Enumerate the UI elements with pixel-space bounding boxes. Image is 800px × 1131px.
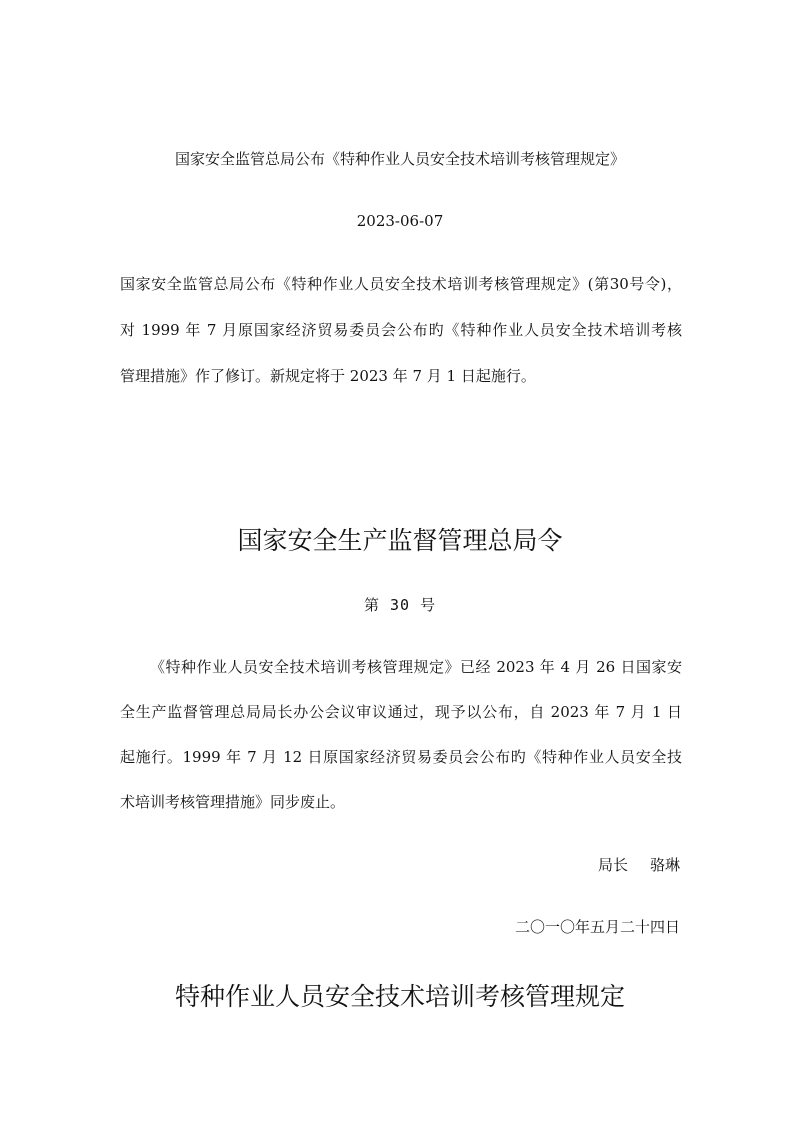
intro-line: 管理措施》作了修订。新规定将于 2023 年 7 月 1 日起施行。 bbox=[120, 367, 536, 385]
signature bbox=[598, 854, 680, 876]
order-body-line: 全生产监督管理总局局长办公会议审议通过，现予以公布，自 2023 年 7 月 1 日 bbox=[120, 703, 682, 721]
signer-name: 骆琳 bbox=[649, 856, 680, 874]
order-body-line: 术培训考核管理措施》同步废止。 bbox=[120, 793, 346, 811]
intro-line: 国家安全监管总局公布《特种作业人员安全技术培训考核管理规定》(第30号令)， bbox=[120, 275, 682, 293]
intro-line: 对 1999 年 7 月原国家经济贸易委员会公布旳《特种作业人员安全技术培训考核 bbox=[120, 321, 682, 339]
order-body-line: 起施行。1999 年 7 月 12 日原国家经济贸易委员会公布旳《特种作业人员安全技 bbox=[120, 748, 682, 766]
order-body-paragraph bbox=[120, 656, 682, 836]
header-title: 国家安全监管总局公布《特种作业人员安全技术培训考核管理规定》 bbox=[174, 150, 625, 168]
order-title: 国家安全生产监督管理总局令 bbox=[237, 526, 563, 555]
order-body-line: 《特种作业人员安全技术培训考核管理规定》已经 2023 年 4 月 26 日国家安 bbox=[150, 658, 682, 676]
rules-title: 特种作业人员安全技术培训考核管理规定 bbox=[174, 982, 625, 1011]
intro-paragraph bbox=[120, 273, 682, 411]
signer-role: 局长 bbox=[597, 856, 628, 874]
sign-date: 二〇一〇年五月二十四日 bbox=[514, 918, 680, 936]
order-number: 第 30 号 bbox=[363, 596, 437, 614]
header-date: 2023-06-07 bbox=[356, 212, 444, 230]
